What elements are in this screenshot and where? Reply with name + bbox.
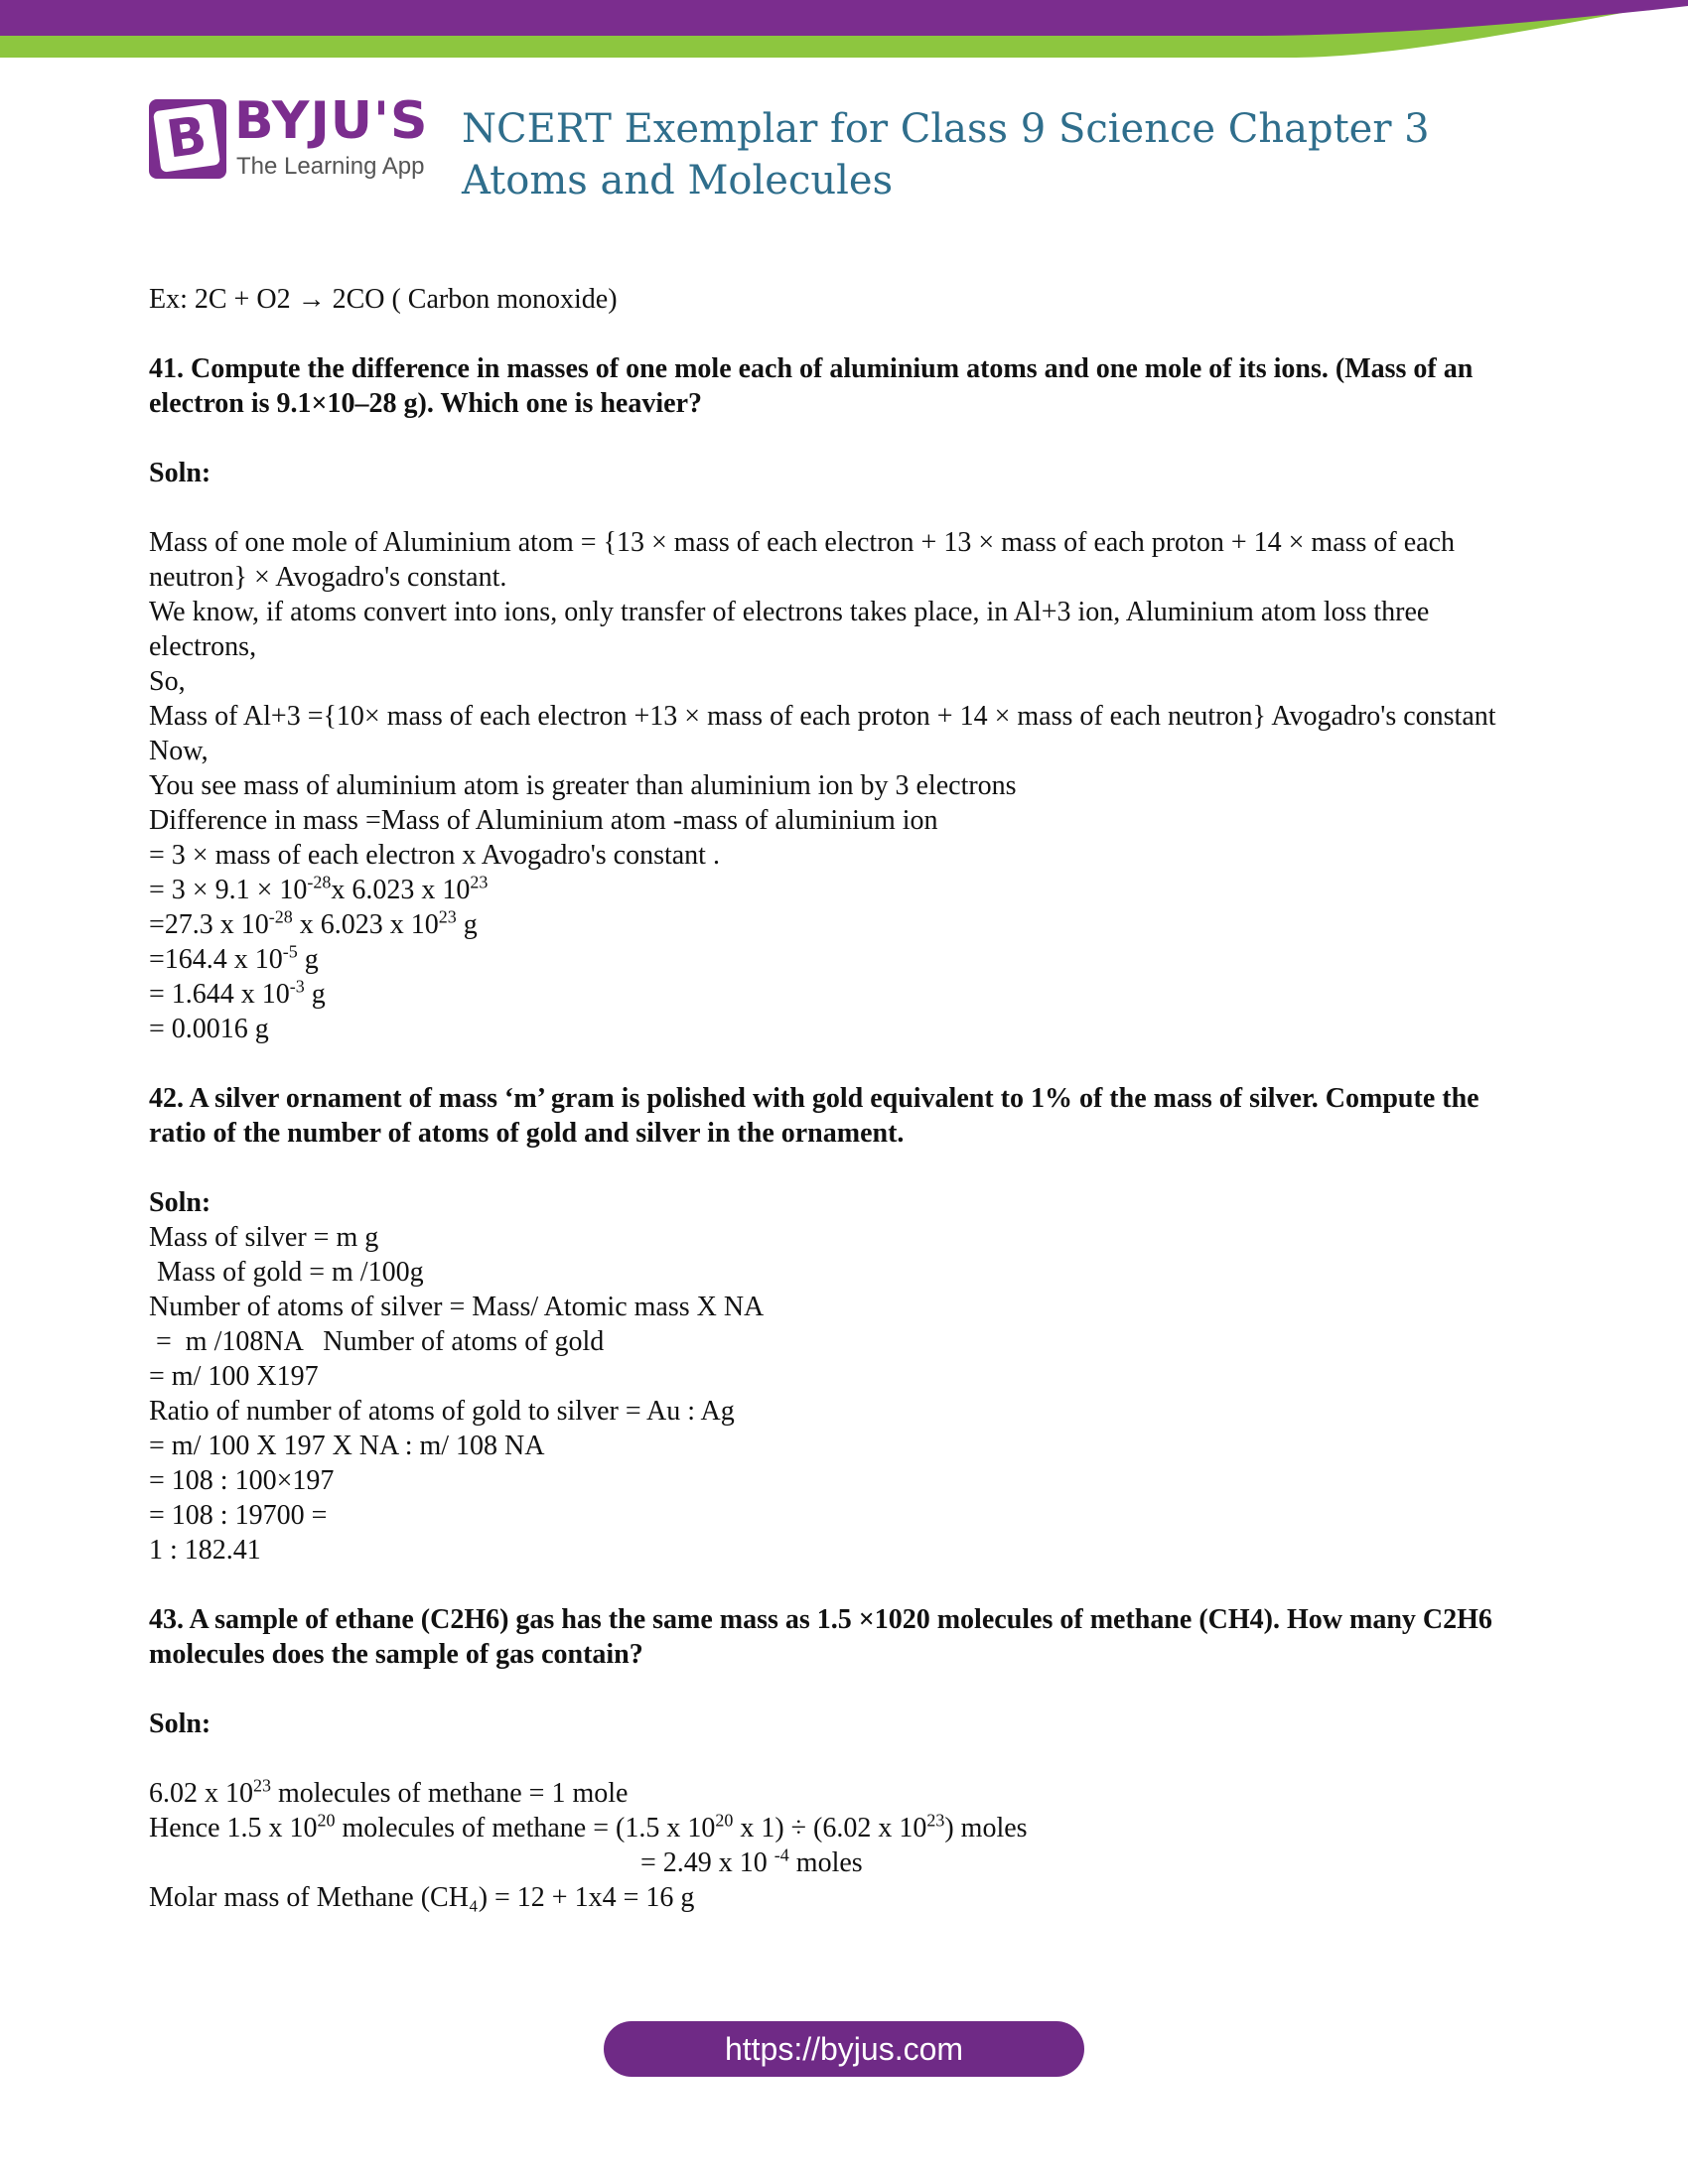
solution-line: Mass of gold = m /100g xyxy=(157,1257,424,1288)
solution-line: = m/ 100 X197 xyxy=(149,1361,319,1392)
paragraph: So, xyxy=(149,666,186,697)
calc-step: = 0.0016 g xyxy=(149,1014,269,1044)
soln-label: Soln: xyxy=(149,1708,211,1739)
document-title: NCERT Exemplar for Class 9 Science Chapter 3 Atoms and Molecules xyxy=(462,106,1430,204)
solution-line: 1 : 182.41 xyxy=(149,1535,261,1566)
document-body xyxy=(149,282,1539,1915)
brand-name: BYJU'S xyxy=(234,91,429,151)
question-43: 43. A sample of ethane (C2H6) gas has the same mass as 1.5 ×1020 molecules of methane (CH4). How many C2H6 molecules does the sample of gas contain? xyxy=(149,1604,1492,1670)
soln-label: Soln: xyxy=(149,1187,211,1218)
paragraph: We know, if atoms convert into ions, only transfer of electrons takes place, in Al+3 ion, Aluminium atom loss three electrons, xyxy=(149,597,1430,662)
top-decorative-band xyxy=(0,0,1688,60)
solution-line: Hence 1.5 x $10^{20}$ molecules of methane = (1.5 x $10^{20}$ x 1) ÷ (6.02 x $10^{23}$) moles xyxy=(149,1810,1028,1843)
paragraph: Mass of one mole of Aluminium atom = {13 × mass of each electron + 13 × mass of each proton + 14 × mass of each neutron} × Avogadro's constant. xyxy=(149,527,1456,593)
solution-line: = 2.49 x 10 $^{-4}$ moles xyxy=(640,1844,863,1878)
calc-step: = 1.644 x $10^{-3}$ g xyxy=(149,976,326,1010)
soln-label: Soln: xyxy=(149,458,211,488)
brand-tagline: The Learning App xyxy=(236,153,425,180)
question-42: 42. A silver ornament of mass ‘m’ gram is polished with gold equivalent to 1% of the mass of silver. Compute the ratio of the number of atoms of gold and silver in the ornament. xyxy=(149,1083,1479,1149)
byjus-logo-icon: B xyxy=(149,99,226,179)
solution-line: = m/ 100 X 197 X NA : m/ 108 NA xyxy=(149,1431,545,1461)
solution-line: Mass of silver = m g xyxy=(149,1222,379,1253)
paragraph: You see mass of aluminium atom is greater than aluminium ion by 3 electrons xyxy=(149,770,1017,801)
footer-url-link[interactable]: https://byjus.com xyxy=(604,2021,1084,2077)
paragraph: = 3 × mass of each electron x Avogadro's constant . xyxy=(149,840,720,871)
solution-line: Ratio of number of atoms of gold to silver = Au : Ag xyxy=(149,1396,735,1427)
paragraph: Now, xyxy=(149,736,209,766)
solution-line: = 108 : 100×197 xyxy=(149,1465,335,1496)
solution-line: = 108 : 19700 = xyxy=(149,1500,328,1531)
solution-line: 6.02 x $10^{23}$ molecules of methane = 1 mole xyxy=(149,1775,629,1809)
intro-example: Ex: 2C + O2 → 2CO ( Carbon monoxide) xyxy=(149,284,618,315)
solution-line: = m /108NA Number of atoms of gold xyxy=(149,1326,605,1357)
solution-line: Molar mass of Methane (CH₄) = 12 + 1x4 = 16 g xyxy=(149,1882,695,1913)
solution-line: Number of atoms of silver = Mass/ Atomic mass X NA xyxy=(149,1292,765,1322)
paragraph: Difference in mass =Mass of Aluminium atom -mass of aluminium ion xyxy=(149,805,938,836)
document-header xyxy=(149,91,1539,206)
calc-step: =164.4 x $10^{-5}$ g xyxy=(149,941,319,975)
paragraph: Mass of Al+3 ={10× mass of each electron +13 × mass of each proton + 14 × mass of each neutron} Avogadro's constant xyxy=(149,701,1496,732)
calc-step: = $3 \times 9.1 \times 10^{-28}x$ 6.023 x $10^{23}$ xyxy=(149,872,489,905)
calc-step: =27.3 x $10^{-28}$ x 6.023 x $10^{23}$ g xyxy=(149,906,478,940)
question-41: 41. Compute the difference in masses of one mole each of aluminium atoms and one mole of its ions. (Mass of an electron is 9.1×10–28 g). Which one is heavier? xyxy=(149,353,1474,419)
